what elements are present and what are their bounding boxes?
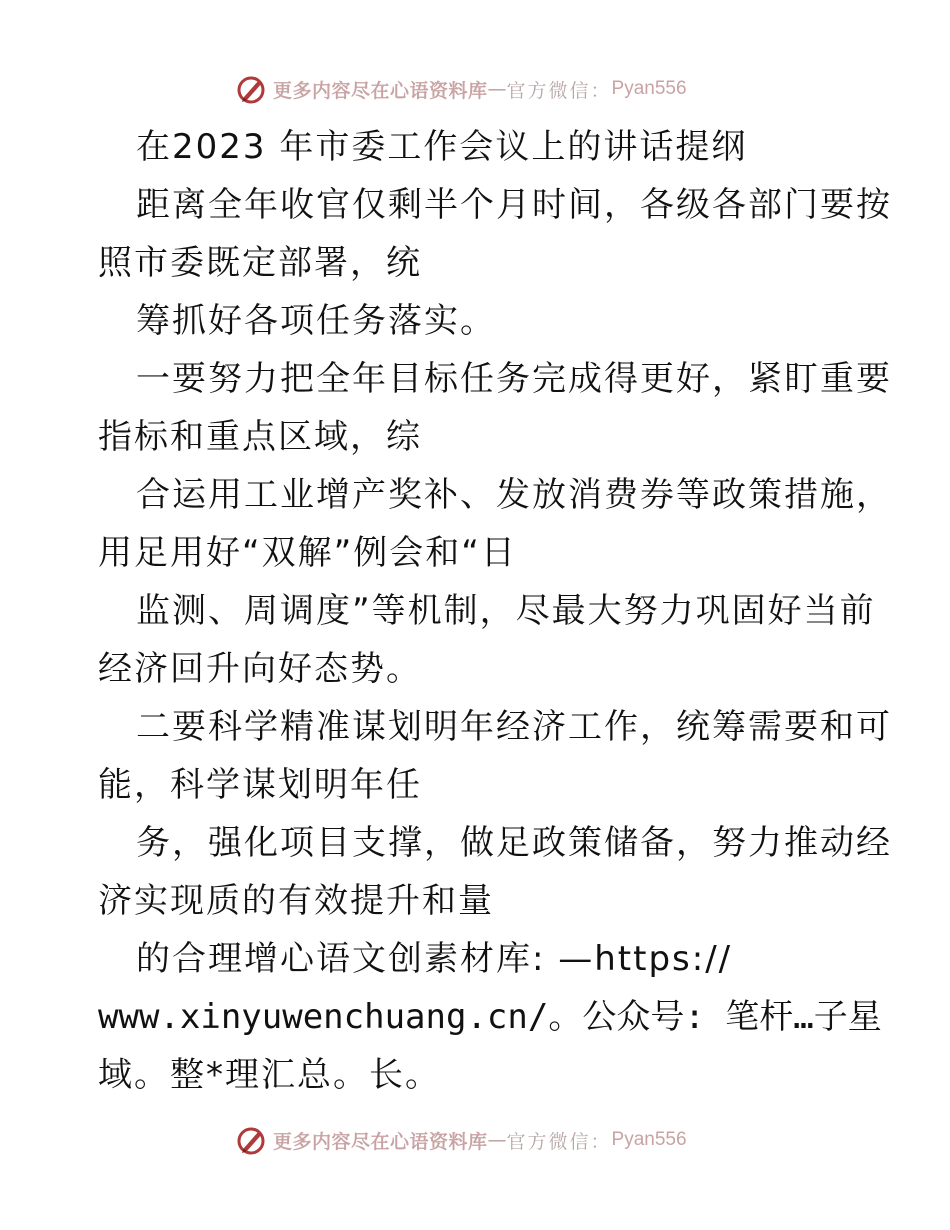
watermark-wechat-id: Pyan556 <box>611 78 687 99</box>
watermark-dash: — <box>487 1129 507 1151</box>
url-line: www.xinyuwenchuang.cn/。公众号: 笔杆…子星 <box>98 997 882 1037</box>
watermark-text: 更多内容尽在心语资料库 <box>273 79 488 102</box>
paragraph-line: 经济回升向好态势。 <box>98 649 422 689</box>
paragraph-line: 一要努力把全年目标任务完成得更好，紧盯重要 <box>136 359 892 399</box>
paragraph-line: 二要科学精准谋划明年经济工作，统筹需要和可 <box>136 707 892 747</box>
paragraph-line: 务，强化项目支撑，做足政策储备，努力推动经 <box>136 823 892 863</box>
header-watermark <box>0 72 950 106</box>
watermark-wechat-label: 官方微信： <box>506 1130 612 1153</box>
pen-logo-icon <box>235 1124 267 1156</box>
watermark-wechat-id: Pyan556 <box>611 1129 687 1150</box>
paragraph-line: 监测、周调度”等机制，尽最大努力巩固好当前 <box>136 591 876 631</box>
paragraph-line: 合运用工业增产奖补、发放消费券等政策措施， <box>136 475 892 515</box>
watermark-wechat-label: 官方微信： <box>506 79 612 102</box>
pen-logo-icon <box>235 73 267 105</box>
doc-title: 在2023 年市委工作会议上的讲话提纲 <box>136 127 748 167</box>
watermark-group <box>235 72 687 106</box>
paragraph-line: 照市委既定部署，统 <box>98 243 422 283</box>
paragraph-line: 指标和重点区域，综 <box>98 417 422 457</box>
watermark-group <box>235 1123 687 1157</box>
paragraph-line: 筹抓好各项任务落实。 <box>136 301 496 341</box>
paragraph-line: 域。整*理汇总。长。 <box>98 1055 441 1095</box>
paragraph-line: 的合理增心语文创素材库: —https:// <box>136 939 733 979</box>
paragraph-line: 用足用好“双解”例会和“日 <box>98 533 517 573</box>
watermark-dash: — <box>487 78 507 100</box>
footer-watermark <box>0 1123 950 1157</box>
paragraph-line: 距离全年收官仅剩半个月时间，各级各部门要按 <box>136 185 892 225</box>
document-body <box>98 118 892 1104</box>
paragraph-line: 济实现质的有效提升和量 <box>98 881 494 921</box>
paragraph-line: 能，科学谋划明年任 <box>98 765 422 805</box>
watermark-text: 更多内容尽在心语资料库 <box>273 1130 488 1153</box>
